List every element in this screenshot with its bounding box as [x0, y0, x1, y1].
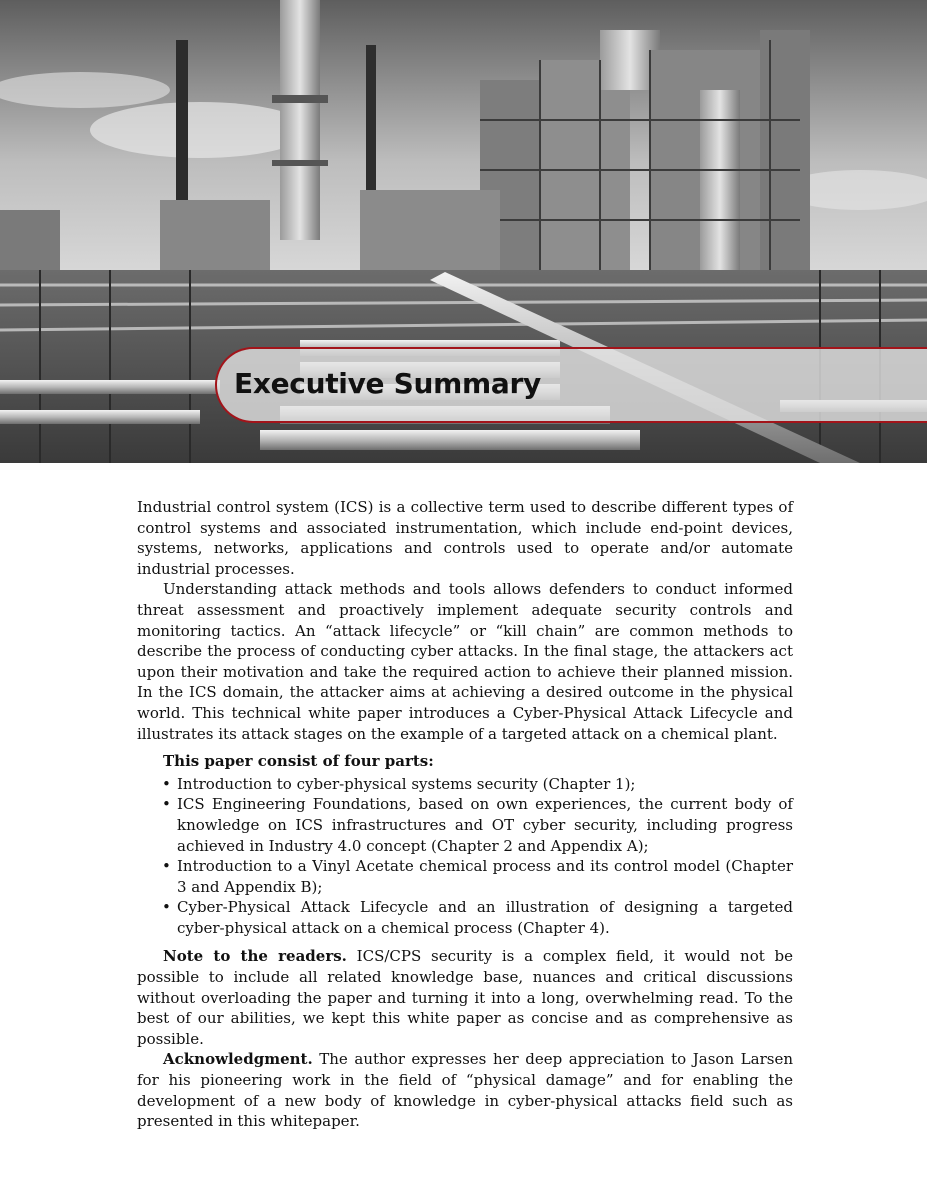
parts-heading: This paper consist of four parts: — [163, 752, 434, 771]
list-item: • Cyber-Physical Attack Lifecycle and an illustration of designing a targeted cyber-physical attack on a chemical process (Chapter 4). — [177, 897, 793, 938]
acknowledgment-text: The author expresses her deep appreciation to Jason Larsen for his pioneering work in the field of “physical damage” and for enabling the development of a new body of knowledge in cyber-physical attacks field such as presented in this whitepaper. — [137, 1050, 793, 1131]
parts-list — [137, 774, 793, 939]
list-item: • Introduction to a Vinyl Acetate chemical process and its control model (Chapter 3 and Appendix B); — [177, 856, 793, 897]
note-text: ICS/CPS security is a complex field, it would not be possible to include all related knowledge base, nuances and critical discussions without overloading the paper and turning it into a long, overwhelming read. To the best of our abilities, we kept this white paper as concise and as comprehensive as possible. — [137, 947, 793, 1048]
note-label: Note to the readers. — [163, 947, 347, 966]
intro-paragraph: Industrial control system (ICS) is a collective term used to describe different types of control systems and associated instrumentation, which include end-point devices, systems, networks, applications and controls used to operate and/or automate industrial processes. — [137, 498, 793, 578]
list-item: • ICS Engineering Foundations, based on own experiences, the current body of knowledge on ICS infrastructures and OT cyber security, including progress achieved in Industry 4.0 concept (Chapter 2 and Appendix A); — [177, 794, 793, 856]
acknowledgment-paragraph — [137, 1049, 793, 1131]
title-banner — [215, 347, 927, 423]
attack-lifecycle-paragraph: Understanding attack methods and tools allows defenders to conduct informed threat assessment and proactively implement adequate security controls and monitoring tactics. An “attack lifecycle” or “kill chain” are common methods to describe the process of conducting cyber attacks. In the final stage, the attackers act upon their motivation and take the required action to achieve their planned mission. In the ICS domain, the attacker aims at achieving a desired outcome in the physical world. This technical white paper introduces a Cyber-Physical Attack Lifecycle and illustrates its attack stages on the example of a targeted attack on a chemical plant. — [137, 580, 793, 743]
header-photo — [0, 0, 927, 463]
acknowledgment-label: Acknowledgment. — [163, 1050, 313, 1069]
document-body — [137, 497, 793, 1132]
page-title: Executive Summary — [234, 367, 541, 400]
list-item: • Introduction to cyber-physical systems security (Chapter 1); — [177, 774, 793, 795]
note-paragraph — [137, 946, 793, 1049]
